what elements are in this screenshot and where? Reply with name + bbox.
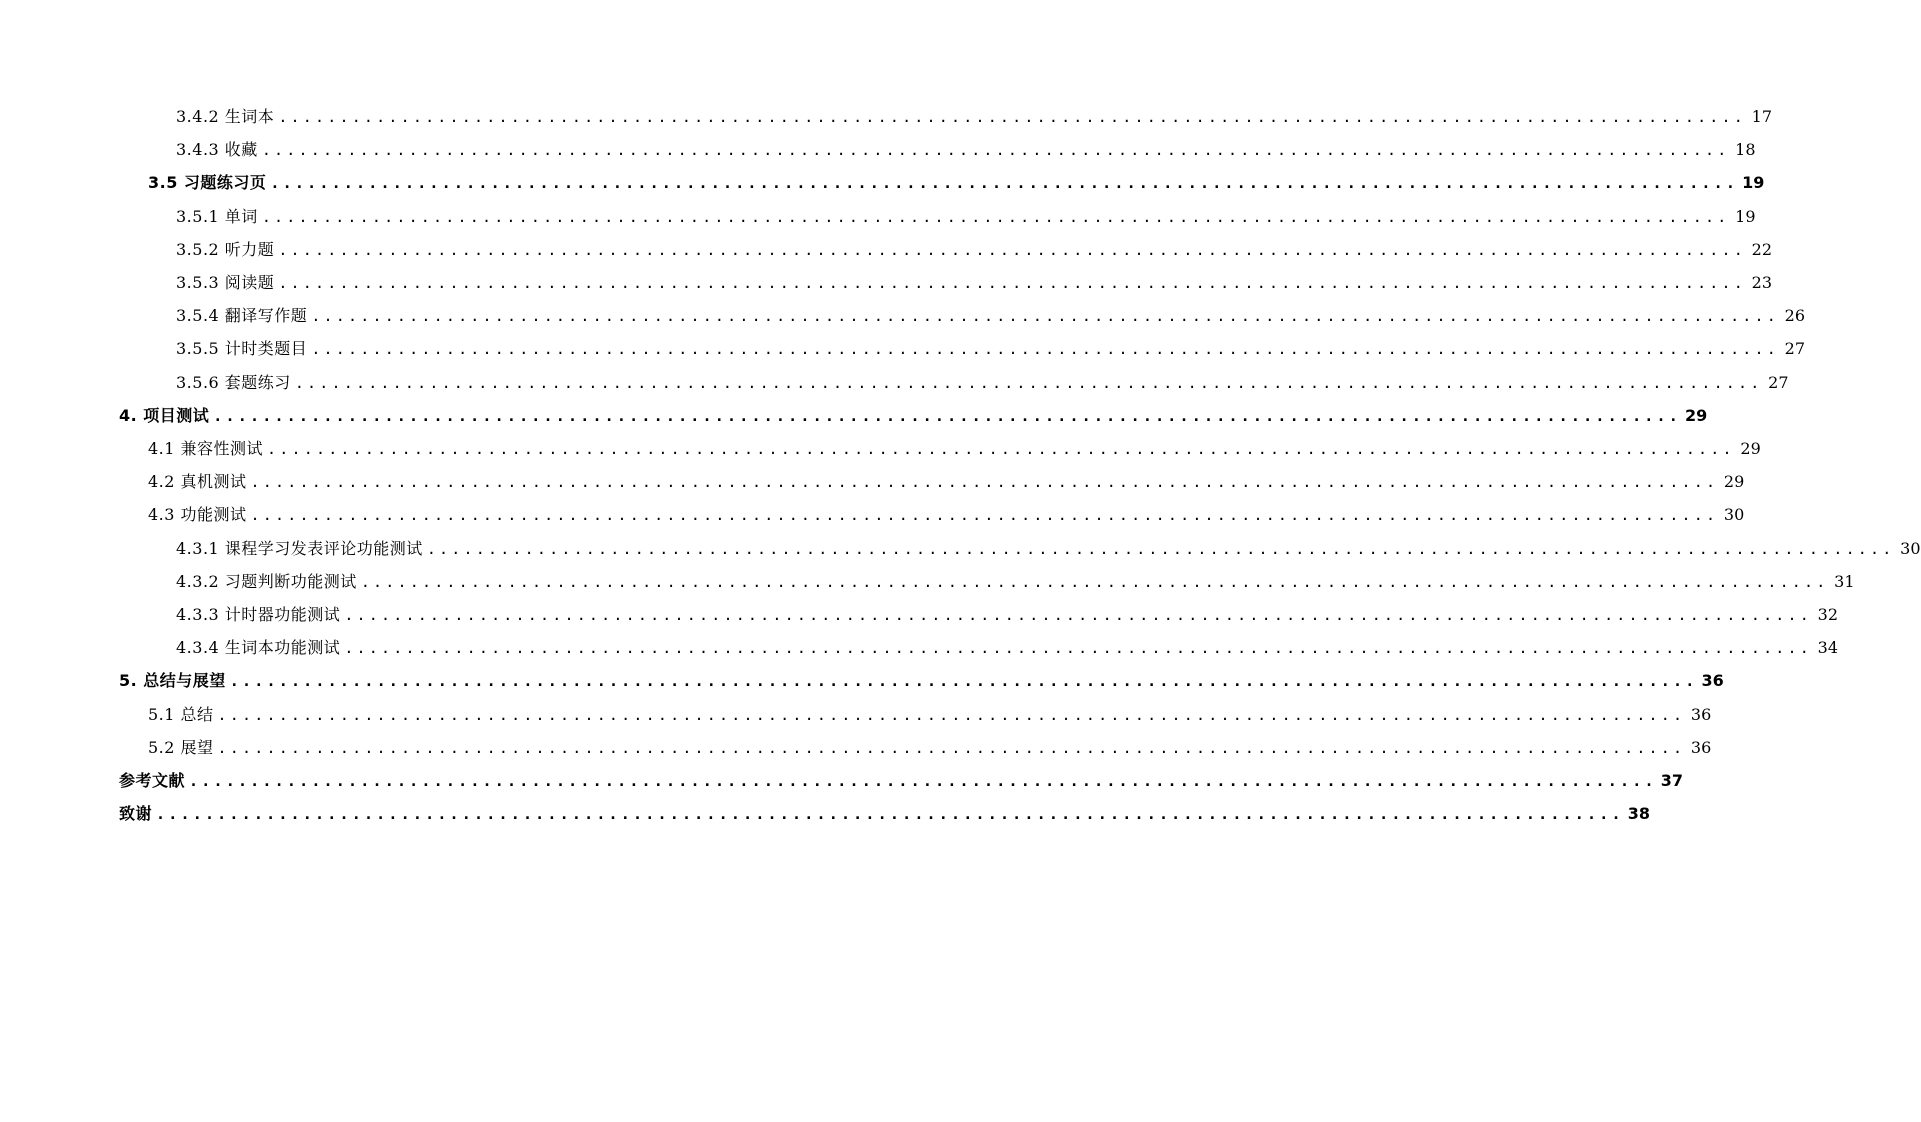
toc-entry-label: 3.5.2 听力题 xyxy=(176,239,275,259)
toc-dot-leader: ........................................................................................................................ xyxy=(278,108,1747,126)
toc-entry-label: 3.5 习题练习页 xyxy=(148,173,267,193)
toc-entry-page-number: 29 xyxy=(1723,472,1745,492)
toc-dot-leader: ........................................................................................................................ xyxy=(156,805,1624,824)
toc-entry-label: 4.3.2 习题判断功能测试 xyxy=(176,571,357,591)
toc-entry[interactable] xyxy=(176,372,1789,394)
toc-entry[interactable] xyxy=(176,106,1773,128)
toc-entry-page-number: 36 xyxy=(1690,737,1712,757)
toc-dot-leader: ........................................................................................................................ xyxy=(294,373,1763,392)
toc-entry[interactable] xyxy=(148,438,1761,460)
toc-entry-page-number: 27 xyxy=(1784,339,1806,359)
toc-entry-page-number: 22 xyxy=(1751,239,1773,259)
toc-dot-leader: ........................................................................................................................ xyxy=(344,606,1813,624)
toc-entry-label: 3.4.3 收藏 xyxy=(176,140,258,160)
toc-entry-label: 3.5.5 计时类题目 xyxy=(176,339,308,359)
toc-entry[interactable] xyxy=(148,172,1765,194)
toc-entry[interactable] xyxy=(119,803,1650,825)
toc-entry-page-number: 37 xyxy=(1660,771,1683,790)
toc-entry-page-number: 30 xyxy=(1900,538,1921,558)
toc-dot-leader: ........................................................................................................................ xyxy=(250,473,1719,492)
toc-entry[interactable] xyxy=(176,239,1773,261)
toc-entry-label: 4. 项目测试 xyxy=(119,405,210,425)
toc-entry[interactable] xyxy=(176,604,1839,626)
toc-entry[interactable] xyxy=(119,405,1708,427)
toc-entry-page-number: 23 xyxy=(1751,273,1773,292)
toc-dot-leader: ........................................................................................................................ xyxy=(229,672,1698,691)
toc-entry[interactable] xyxy=(148,504,1745,526)
toc-entry-label: 3.5.1 单词 xyxy=(176,206,258,226)
toc-dot-leader: ........................................................................................................................ xyxy=(189,772,1657,790)
toc-entry-page-number: 19 xyxy=(1735,206,1756,226)
toc-dot-leader: ........................................................................................................................ xyxy=(426,539,1895,558)
toc-entry-label: 5.1 总结 xyxy=(148,704,214,724)
toc-entry[interactable] xyxy=(119,770,1683,792)
toc-dot-leader: ........................................................................................................................ xyxy=(217,738,1686,757)
toc-dot-leader: ........................................................................................................................ xyxy=(250,506,1719,525)
toc-dot-leader: ........................................................................................................................ xyxy=(261,141,1730,160)
toc-dot-leader: ........................................................................................................................ xyxy=(213,406,1681,425)
toc-entry[interactable] xyxy=(176,139,1756,161)
toc-entry-page-number: 18 xyxy=(1735,140,1756,160)
toc-entry-page-number: 36 xyxy=(1701,671,1724,691)
toc-entry-page-number: 30 xyxy=(1723,505,1745,525)
toc-entry-label: 3.5.3 阅读题 xyxy=(176,273,275,292)
toc-entry-page-number: 31 xyxy=(1834,571,1855,591)
toc-entry-label: 致谢 xyxy=(119,804,153,824)
toc-entry-page-number: 17 xyxy=(1751,107,1773,126)
toc-entry[interactable] xyxy=(148,471,1745,493)
toc-dot-leader: ........................................................................................................................ xyxy=(311,340,1780,359)
toc-entry[interactable] xyxy=(176,305,1806,327)
toc-dot-leader: ........................................................................................................................ xyxy=(344,639,1813,658)
toc-entry-label: 3.5.6 套题练习 xyxy=(176,372,291,392)
toc-entry[interactable] xyxy=(148,704,1712,726)
toc-entry-label: 参考文献 xyxy=(119,771,186,790)
toc-dot-leader: ........................................................................................................................ xyxy=(278,274,1747,292)
toc-entry-label: 4.3 功能测试 xyxy=(148,505,247,525)
toc-entry-page-number: 29 xyxy=(1685,405,1708,425)
toc-dot-leader: ........................................................................................................................ xyxy=(261,207,1730,226)
toc-dot-leader: ........................................................................................................................ xyxy=(270,174,1739,193)
toc-entry-page-number: 36 xyxy=(1690,704,1712,724)
toc-entry-page-number: 34 xyxy=(1817,638,1839,658)
toc-entry-label: 4.1 兼容性测试 xyxy=(148,439,264,458)
toc-entry-page-number: 19 xyxy=(1742,173,1765,193)
toc-entry-label: 4.3.3 计时器功能测试 xyxy=(176,605,341,624)
toc-entry-page-number: 27 xyxy=(1768,372,1789,392)
toc-dot-leader: ........................................................................................................................ xyxy=(217,705,1686,724)
toc-entry-label: 3.4.2 生词本 xyxy=(176,107,275,126)
toc-entry-page-number: 29 xyxy=(1740,439,1761,458)
toc-entry[interactable] xyxy=(176,206,1756,228)
toc-entry[interactable] xyxy=(148,737,1712,759)
toc-entry[interactable] xyxy=(176,338,1806,360)
toc-entry-label: 4.3.1 课程学习发表评论功能测试 xyxy=(176,538,423,558)
toc-dot-leader: ........................................................................................................................ xyxy=(360,572,1829,591)
toc-entry-label: 5. 总结与展望 xyxy=(119,671,226,691)
toc-dot-leader: ........................................................................................................................ xyxy=(278,240,1747,259)
toc-dot-leader: ........................................................................................................................ xyxy=(267,440,1735,458)
toc-entry[interactable] xyxy=(176,538,1921,560)
toc-entry-page-number: 26 xyxy=(1784,306,1806,326)
toc-entry[interactable] xyxy=(176,571,1855,593)
toc-entry-page-number: 38 xyxy=(1627,804,1650,824)
toc-entry-label: 3.5.4 翻译写作题 xyxy=(176,306,308,326)
toc-entry[interactable] xyxy=(119,670,1724,692)
toc-entry[interactable] xyxy=(176,272,1773,294)
toc-entry-label: 5.2 展望 xyxy=(148,737,214,757)
toc-entry[interactable] xyxy=(176,637,1839,659)
toc-entry-label: 4.2 真机测试 xyxy=(148,472,247,492)
toc-dot-leader: ........................................................................................................................ xyxy=(311,307,1780,326)
toc-entry-page-number: 32 xyxy=(1817,605,1839,624)
toc-entry-label: 4.3.4 生词本功能测试 xyxy=(176,638,341,658)
